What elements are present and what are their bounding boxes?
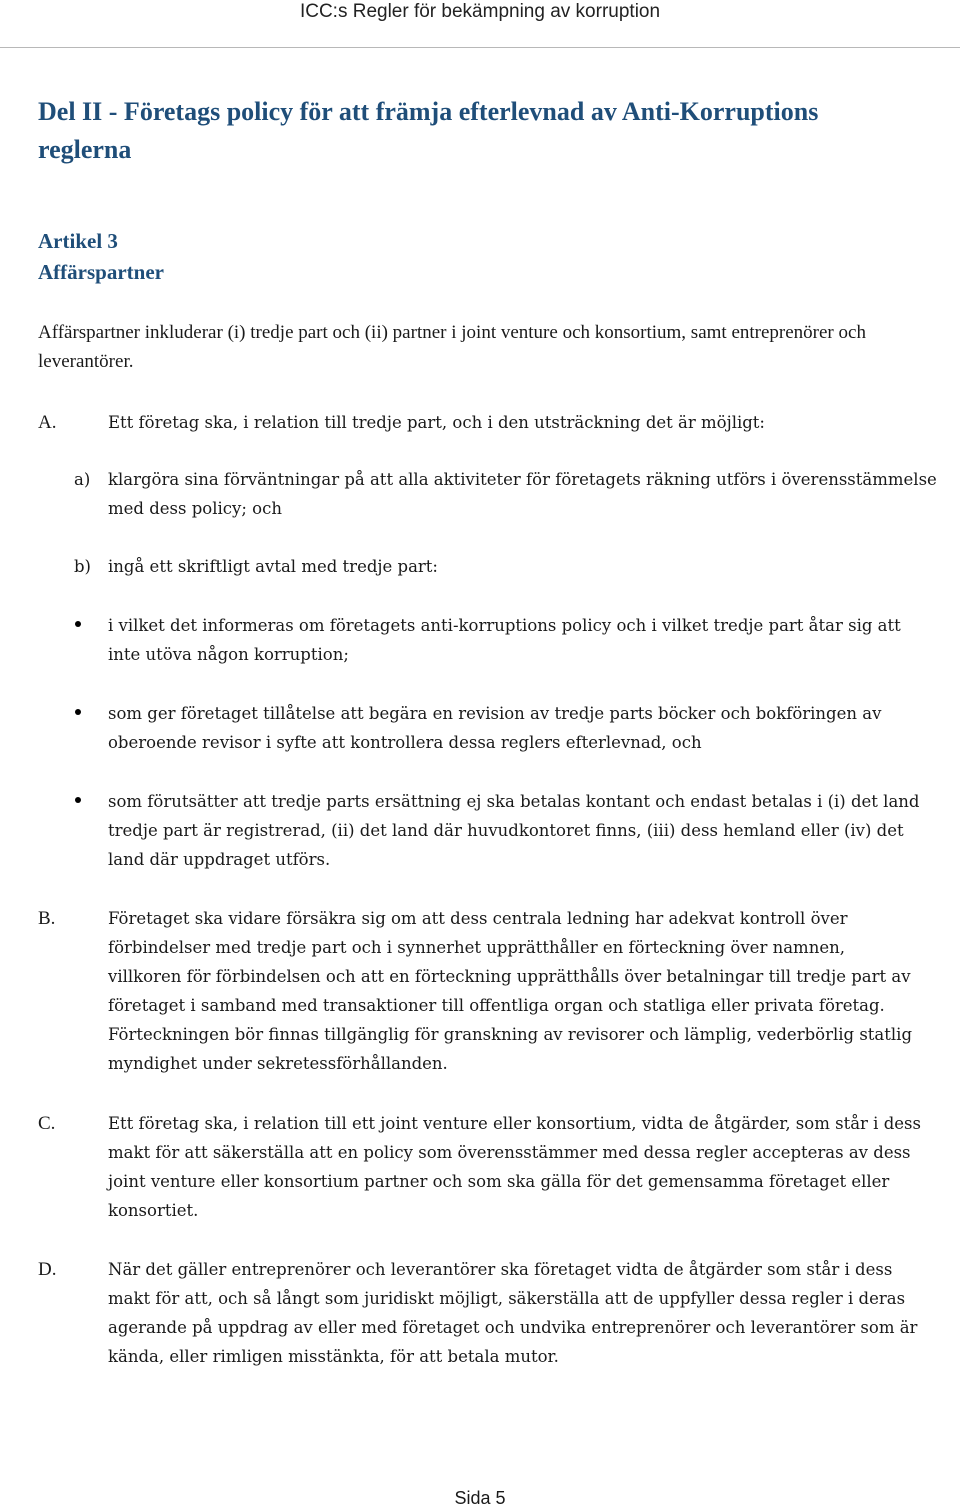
bullet-item: i vilket det informeras om företagets anti-korruptions policy och i vilket tredje part åtar sig att inte utöva någon korruption; [108, 616, 901, 664]
page-header-title: ICC:s Regler för bekämpning av korruption [299, 1, 661, 22]
article-name: Affärspartner [38, 260, 164, 284]
section-d-text: När det gäller entreprenörer och leverantörer ska företaget vidta de åtgärder som står i dess makt för att, och så långt som juridiskt möjligt, säkerställa att de uppfyller dessa regler i deras agerande på uppdrag av eller med företaget och undvika entreprenörer och leverantörer som är kända, eller rimligen misstänkta, för att betala mutor. [108, 1260, 918, 1366]
article-number: Artikel 3 [38, 229, 118, 253]
sub-b-text: ingå ett skriftligt avtal med tredje part: [108, 557, 438, 576]
section-b-letter: B. [38, 908, 56, 929]
section-d-letter: D. [38, 1259, 57, 1280]
bullet-dot [75, 797, 81, 803]
sub-b-label: b) [74, 557, 91, 576]
part-title: Del II - Företags policy för att främja efterlevnad av Anti-Korruptions reglerna [38, 97, 819, 164]
sub-a-label: a) [74, 470, 91, 489]
page-number: Sida 5 [454, 1488, 506, 1508]
section-c-text: Ett företag ska, i relation till ett joint venture eller konsortium, vidta de åtgärder, som står i dess makt för att säkerställa att en policy som överensstämmer med dessa regler accepteras av dess joint venture eller konsortium partner och som ska gälla för det gemensamma företaget eller konsortiet. [108, 1114, 921, 1220]
article-intro: Affärspartner inkluderar (i) tredje part och (ii) partner i joint venture och konsortium, samt entreprenörer och leverantörer. [38, 322, 866, 372]
bullet-item: som ger företaget tillåtelse att begära en revision av tredje parts böcker och bokföringen av oberoende revisor i syfte att kontrollera dessa reglers efterlevnad, och [108, 704, 882, 752]
bullet-dot [75, 709, 81, 715]
section-b-text: Företaget ska vidare försäkra sig om att dess centrala ledning har adekvat kontroll över förbindelser med tredje part och i synnerhet upprätthåller en förteckning över namnen, villkoren för förbindelsen och att en förteckning upprätthålls över betalningar till tredje part av företaget i samband med transaktioner till offentliga organ och statliga eller privata företag. Förteckningen bör finnas tillgänglig för granskning av revisorer och lämplig, vederbörlig statlig myndighet under sekretessförhållanden. [108, 909, 913, 1073]
section-c-letter: C. [38, 1113, 56, 1134]
bullet-item: som förutsätter att tredje parts ersättning ej ska betalas kontant och endast betalas i (i) det land tredje part är registrerad, (ii) det land där huvudkontoret finns, (iii) dess hemland eller (iv) det land där uppdraget utförs. [108, 792, 920, 869]
sub-a-text: klargöra sina förväntningar på att alla aktiviteter för företagets räkning utförs i överensstämmelse med dess policy; och [108, 470, 937, 518]
section-a-text: Ett företag ska, i relation till tredje part, och i den utsträckning det är möjligt: [108, 413, 765, 432]
section-a-letter: A. [38, 412, 57, 433]
header-divider [0, 47, 960, 48]
bullet-dot [75, 621, 81, 627]
